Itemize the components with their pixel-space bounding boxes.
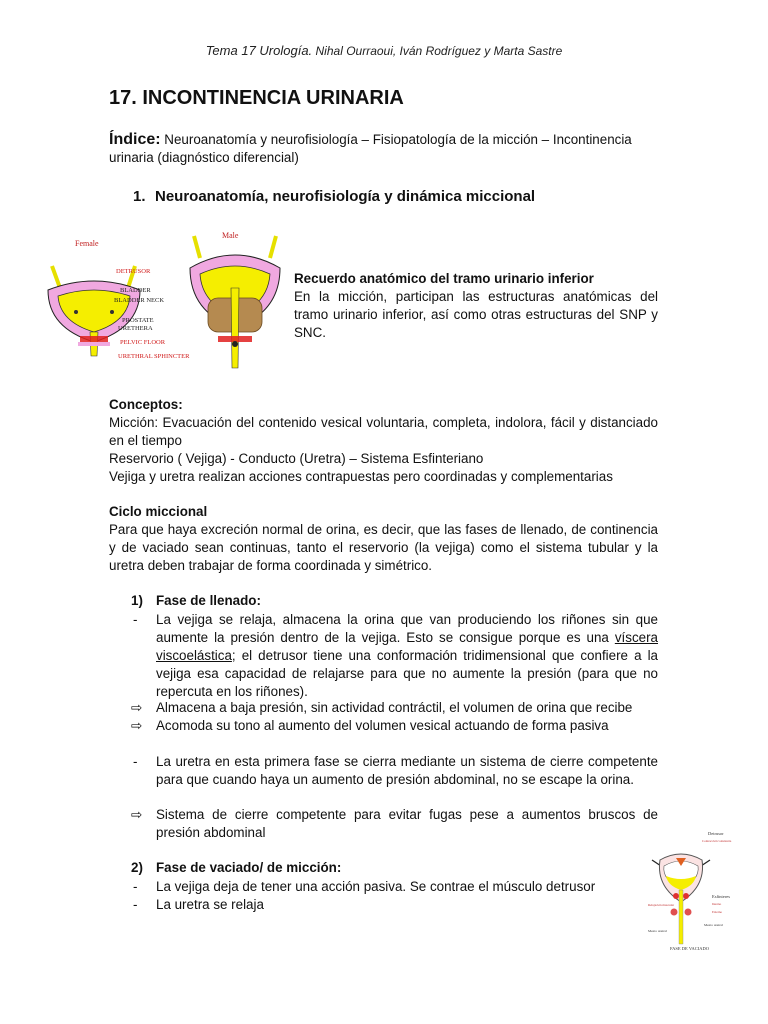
bladder-anatomy-figure <box>30 228 285 373</box>
section-1-heading <box>133 188 535 205</box>
section-1-title: Neuroanatomía, neurofisiología y dinámica miccional <box>155 188 536 205</box>
ciclo-heading: Ciclo miccional <box>109 504 208 519</box>
fase-2-item-1 <box>109 878 629 896</box>
conceptos-line1: Micción: Evacuación del contenido vesical voluntaria, completa, indolora, fácil y distanciado en el tiempo <box>109 415 658 448</box>
female-label: Female <box>75 239 99 248</box>
arrow-bullet-icon: ⇨ <box>131 700 143 715</box>
header-authors: Nihal Ourraoui, Iván Rodríguez y Marta Sastre <box>315 44 563 58</box>
fase-1-item-5 <box>109 806 658 842</box>
fase-1-item-1-post: ; el detrusor tiene una conformación tridimensional que confiere a la vejiga esa capacidad de relajarse para que no aumente la presión (para que no repercuta en los riñones). <box>156 648 658 699</box>
index-label: Índice: <box>109 131 161 148</box>
voiding-phase-figure <box>646 826 750 956</box>
fase-2-heading <box>131 860 341 875</box>
index-text: Neuroanatomía y neurofisiología – Fisiopatología de la micción – Incontinencia urinaria (diagnóstico diferencial) <box>109 132 632 165</box>
dash-bullet: - <box>133 754 138 769</box>
fase-1-item-4-text: La uretra en esta primera fase se cierra mediante un sistema de cierre competente para que cuando haya un aumento de presión abdominal, no se escape la orina. <box>156 754 658 787</box>
bladder-neck-label: BLADDER NECK <box>114 297 165 304</box>
ciclo-text: Para que haya excreción normal de orina, es decir, que las fases de llenado, de continencia y de vaciado sean continuas, tanto el reservorio (la vejiga) como el sistema tubular y la uretra deben trabajar de forma coordinada y simétrico. <box>109 522 658 573</box>
male-label: Male <box>222 231 239 240</box>
external-label: Externo <box>712 910 723 914</box>
fase-1-item-1-underlined: víscera viscoelástica <box>156 630 658 663</box>
fase-1-title: Fase de llenado: <box>156 593 261 608</box>
fase-2-item-2-text: La uretra se relaja <box>156 897 264 912</box>
detrusor-label: DETRUSOR <box>116 268 151 275</box>
conceptos-heading: Conceptos: <box>109 397 183 412</box>
conceptos-line3: Vejiga y uretra realizan acciones contrapuestas pero coordinadas y complementarias <box>109 469 613 484</box>
fase-2-item-1-text: La vejiga deja de tener una acción pasiva. Se contrae el músculo detrusor <box>156 879 596 894</box>
dash-bullet: - <box>133 612 138 627</box>
pelvic-floor-label: PELVIC FLOOR <box>120 339 166 346</box>
dash-bullet: - <box>133 897 138 912</box>
fase-1-item-1 <box>109 611 658 701</box>
fase-2-item-2 <box>109 896 629 914</box>
fase-1-item-5-text: Sistema de cierre competente para evitar fugas pese a aumentos bruscos de presión abdominal <box>156 807 658 840</box>
arrow-bullet-icon: ⇨ <box>131 718 143 733</box>
dash-bullet: - <box>133 879 138 894</box>
prostate-label: PROSTATE <box>122 317 154 324</box>
running-header <box>0 43 768 58</box>
phase-caption: FASE DE VACIADO <box>670 946 710 951</box>
bladder-label: BLADDER <box>120 287 151 294</box>
recuerdo-heading: Recuerdo anatómico del tramo urinario inferior <box>294 271 594 286</box>
urethra-label: URETHERA <box>118 325 153 332</box>
fase-1-item-2-text: Almacena a baja presión, sin actividad contráctil, el volumen de orina que recibe <box>156 700 633 715</box>
fase-1-heading <box>131 593 261 608</box>
index-paragraph <box>109 131 658 167</box>
fase-2-number: 2) <box>131 860 143 875</box>
fase-1-item-3-text: Acomoda su tono al aumento del volumen vesical actuando de forma pasiva <box>156 718 609 733</box>
meatus-left-label: Meato uretral <box>648 929 667 933</box>
relaxation-label: Relajación muscular <box>648 903 675 907</box>
fase-1-item-4 <box>109 753 658 789</box>
conceptos-line2: Reservorio ( Vejiga) - Conducto (Uretra) – Sistema Esfinteriano <box>109 451 484 466</box>
fase-1-number: 1) <box>131 593 143 608</box>
fase-1-item-1-pre: La vejiga se relaja, almacena la orina que van produciendo los riñones sin que aumente la presión dentro de la vejiga. Esto se consigue porque es una <box>156 612 658 645</box>
sphincter-label: URETHRAL SPHINCTER <box>118 353 190 360</box>
internal-label: Interno <box>712 902 722 906</box>
meatus-right-label: Meato uretral <box>704 923 723 927</box>
fase-2-title: Fase de vaciado/ de micción: <box>156 860 342 875</box>
fase-1-item-2 <box>109 699 658 717</box>
section-1-number: 1. <box>133 188 146 205</box>
contraction-label: Contracción voluntaria <box>702 839 732 843</box>
sphincters-label: Esfínteres <box>712 894 730 899</box>
fase-1-item-3 <box>109 717 658 735</box>
page-title: 17. INCONTINENCIA URINARIA <box>109 87 404 109</box>
header-topic: Tema 17 Urología. <box>205 43 313 58</box>
detrusor-label: Detrusor <box>708 831 724 836</box>
recuerdo-text: En la micción, participan las estructuras anatómicas del tramo urinario inferior, así como otras estructuras del SNP y SNC. <box>294 289 658 340</box>
arrow-bullet-icon: ⇨ <box>131 807 143 822</box>
